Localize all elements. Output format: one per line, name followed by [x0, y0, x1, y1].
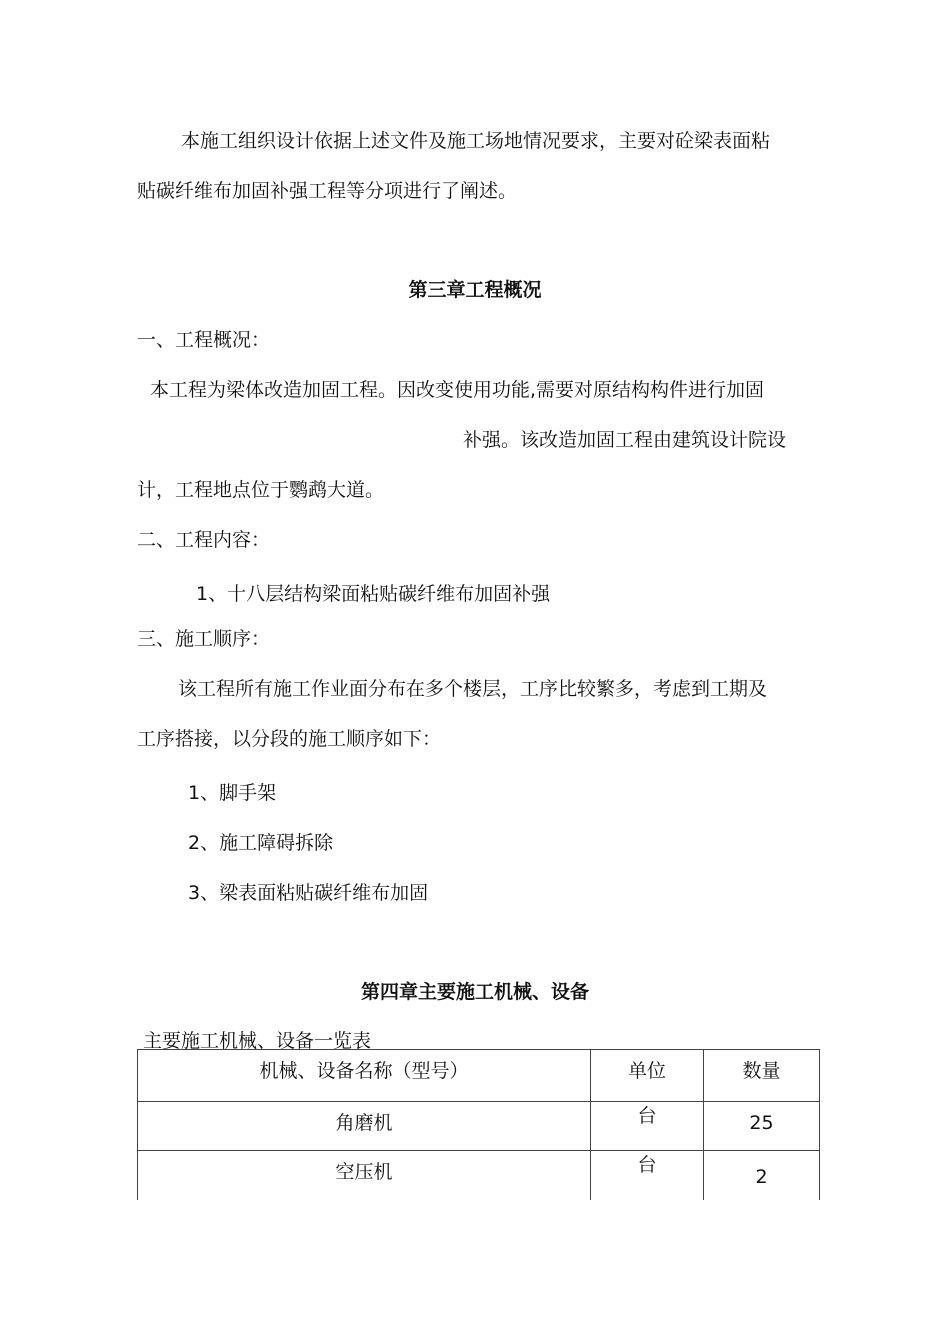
header-cell-quantity: 数量 [704, 1050, 820, 1102]
equipment-name-cell: 角磨机 [138, 1102, 591, 1151]
header-cell-unit: 单位 [591, 1050, 704, 1102]
section-1-line-1: 本工程为梁体改造加固工程。因改变使用功能,需要对原结构构件进行加固 [150, 379, 765, 401]
table-row [138, 1102, 820, 1151]
equipment-table [137, 1049, 820, 1200]
equipment-quantity-cell: 25 [704, 1102, 820, 1151]
sequence-step-2: 2、施工障碍拆除 [188, 832, 334, 854]
table-row [138, 1151, 820, 1201]
table-header-row [138, 1050, 820, 1102]
intro-line-2: 贴碳纤维布加固补强工程等分项进行了阐述。 [137, 180, 518, 202]
equipment-unit-cell: 台 [591, 1102, 704, 1151]
sequence-step-3: 3、梁表面粘贴碳纤维布加固 [188, 882, 429, 904]
chapter-3-title: 第三章工程概况 [408, 279, 542, 301]
header-cell-name: 机械、设备名称（型号） [138, 1050, 591, 1102]
equipment-quantity-cell: 2 [704, 1151, 820, 1201]
table-caption: 主要施工机械、设备一览表 [143, 1030, 372, 1052]
equipment-unit-cell: 台 [591, 1151, 704, 1201]
intro-line-1: 本施工组织设计依据上述文件及施工场地情况要求，主要对砼梁表面粘 [181, 130, 771, 152]
section-1-line-3: 计，工程地点位于鹦鹉大道。 [137, 479, 385, 501]
section-1-line-2: 补强。该改造加固工程由建筑设计院设 [463, 429, 787, 451]
sequence-step-1: 1、脚手架 [188, 782, 277, 804]
section-3-line-1: 该工程所有施工作业面分布在多个楼层，工序比较繁多，考虑到工期及 [178, 678, 768, 700]
section-3-heading: 三、施工顺序： [137, 628, 271, 650]
equipment-name-cell: 空压机 [138, 1151, 591, 1201]
section-3-line-2: 工序搭接，以分段的施工顺序如下： [137, 728, 442, 750]
section-1-heading: 一、工程概况： [137, 329, 271, 351]
section-2-heading: 二、工程内容： [137, 529, 271, 551]
chapter-4-title: 第四章主要施工机械、设备 [360, 981, 589, 1003]
section-2-item-1: 1、十八层结构梁面粘贴碳纤维布加固补强 [196, 583, 551, 605]
